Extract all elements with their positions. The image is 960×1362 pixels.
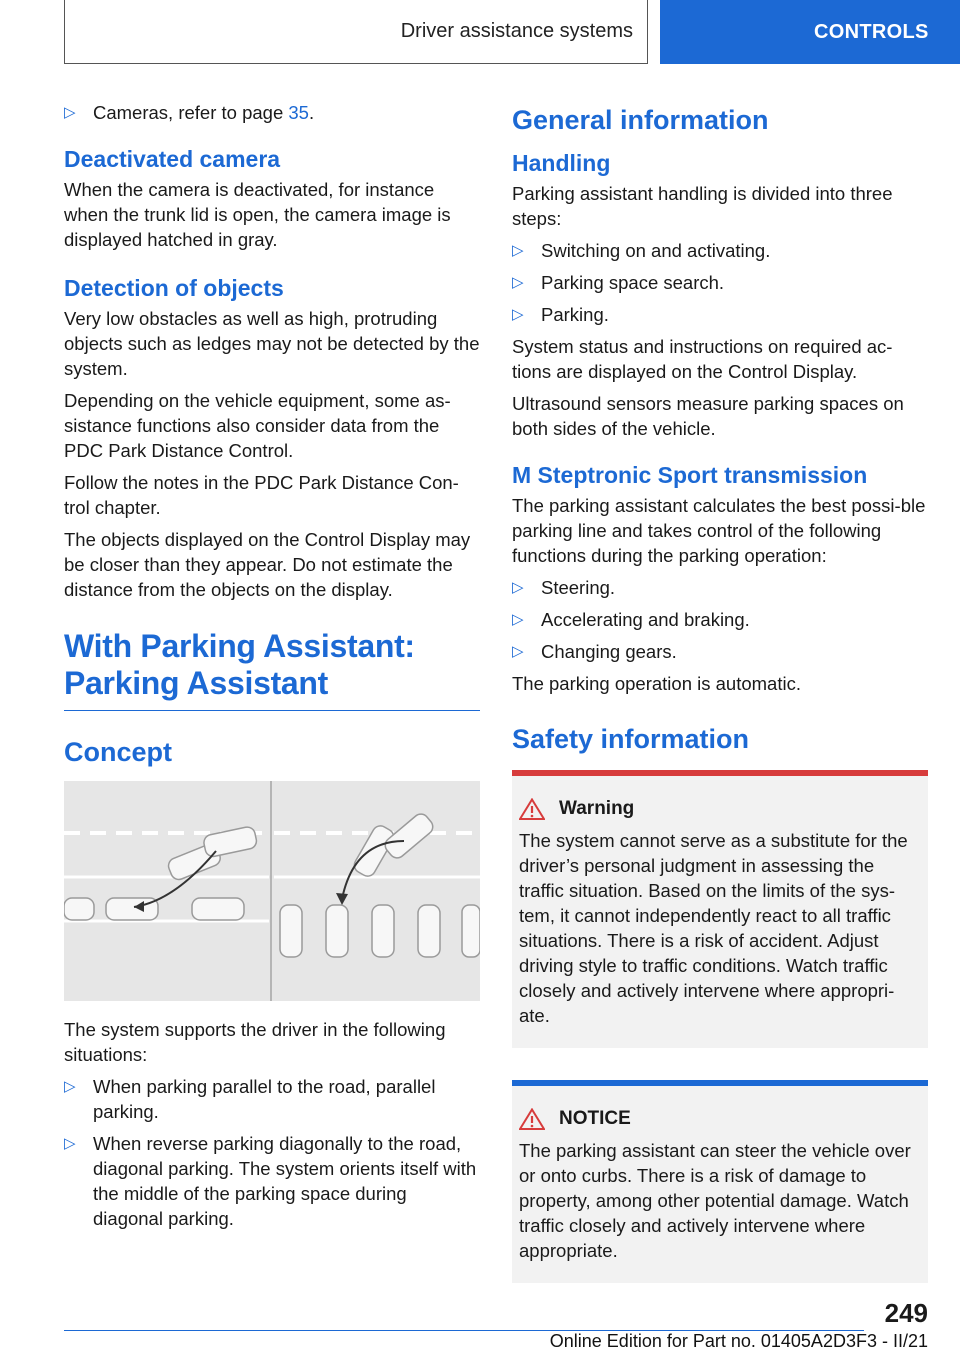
parking-illustration (64, 781, 480, 1001)
header-section-title: Driver assistance systems (400, 20, 633, 42)
triangle-bullet-icon: ▷ (512, 579, 524, 596)
heading-steptronic: M Steptronic Sport transmission (512, 462, 868, 488)
paragraph: When the camera is deactivated, for instance when the trunk lid is open, the camera image is displayed hatched in gray. (64, 179, 451, 250)
list-item: ▷ Parking space search. (512, 272, 725, 293)
right-column (512, 100, 928, 1283)
header-chapter-tab (660, 0, 960, 64)
notice-text: The parking assistant can steer the vehicle over or onto curbs. There is a risk of damage to property, among other potential damage. Watch traffic closely and actively intervene where appropriate. (519, 1140, 911, 1261)
triangle-bullet-icon: ▷ (64, 104, 76, 121)
list-item: ▷ Steering. (512, 577, 616, 598)
heading-deactivated-camera: Deactivated camera (64, 146, 281, 172)
notice-title: NOTICE (519, 1108, 922, 1130)
paragraph: Parking assistant handling is divided into three steps: (512, 183, 893, 229)
paragraph: The system supports the driver in the following situations: (64, 1019, 446, 1065)
list-item: ▷ Changing gears. (512, 641, 677, 662)
paragraph: The parking operation is automatic. (512, 673, 801, 694)
paragraph: Follow the notes in the PDC Park Distance Con-trol chapter. (64, 472, 459, 518)
paragraph: Very low obstacles as well as high, protruding objects such as ledges may not be detected by the system. (64, 308, 480, 379)
warning-triangle-icon (519, 798, 545, 820)
list-item: ▷ Accelerating and braking. (512, 609, 750, 630)
paragraph: Depending on the vehicle equipment, some as-sistance functions also consider data from the PDC Park Distance Control. (64, 390, 451, 461)
heading-safety-information: Safety information (512, 724, 750, 754)
warning-text: The system cannot serve as a substitute for the driver’s personal judgment in assessing the traffic situation. Based on the limits of the sys-tem, it cannot independently react to all traffic situations. There is a risk of accident. Adjust driving style to traffic conditions. Watch traffic closely and actively intervene where appropri-ate. (519, 830, 908, 1026)
left-column (64, 100, 480, 1238)
list-item: ▷ When parking parallel to the road, parallel parking. (64, 1076, 436, 1122)
parking-diagram-icon (64, 781, 480, 1001)
warning-title: Warning (519, 798, 922, 820)
triangle-bullet-icon: ▷ (512, 643, 524, 660)
notice-triangle-icon (519, 1108, 545, 1130)
section-title: With Parking Assistant: Parking Assistant (64, 628, 480, 711)
list-item-cameras: ▷ Cameras, refer to page 35. (64, 102, 315, 123)
paragraph: The parking assistant calculates the best possi-ble parking line and takes control of the following functions during the parking operation: (512, 495, 926, 566)
heading-concept: Concept (64, 737, 172, 767)
triangle-bullet-icon: ▷ (64, 1078, 76, 1095)
paragraph: Ultrasound sensors measure parking spaces on both sides of the vehicle. (512, 393, 904, 439)
triangle-bullet-icon: ▷ (512, 242, 524, 259)
header-chapter-title: CONTROLS (814, 20, 929, 43)
heading-handling: Handling (512, 150, 611, 176)
triangle-bullet-icon: ▷ (512, 611, 524, 628)
header-section-tab (64, 0, 648, 64)
triangle-bullet-icon: ▷ (512, 274, 524, 291)
list-item: ▷ When reverse parking diagonally to the road, diagonal parking. The system orients itself with the middle of the parking space during diagonal parking. (64, 1133, 477, 1229)
footer-edition: Online Edition for Part no. 01405A2D3F3 - II/21 (549, 1331, 928, 1351)
paragraph: The objects displayed on the Control Display may be closer than they appear. Do not estimate the distance from the objects on the display. (64, 529, 471, 600)
triangle-bullet-icon: ▷ (64, 1135, 76, 1152)
list-item: ▷ Parking. (512, 304, 609, 325)
paragraph: System status and instructions on required ac-tions are displayed on the Control Display. (512, 336, 893, 382)
page-link[interactable]: 35 (288, 102, 309, 123)
warning-box (512, 770, 928, 1048)
heading-detection-of-objects: Detection of objects (64, 275, 284, 301)
notice-box (512, 1080, 928, 1283)
page-number: 249 (884, 1298, 928, 1328)
list-item: ▷ Switching on and activating. (512, 240, 771, 261)
heading-general-information: General information (512, 105, 769, 135)
triangle-bullet-icon: ▷ (512, 306, 524, 323)
